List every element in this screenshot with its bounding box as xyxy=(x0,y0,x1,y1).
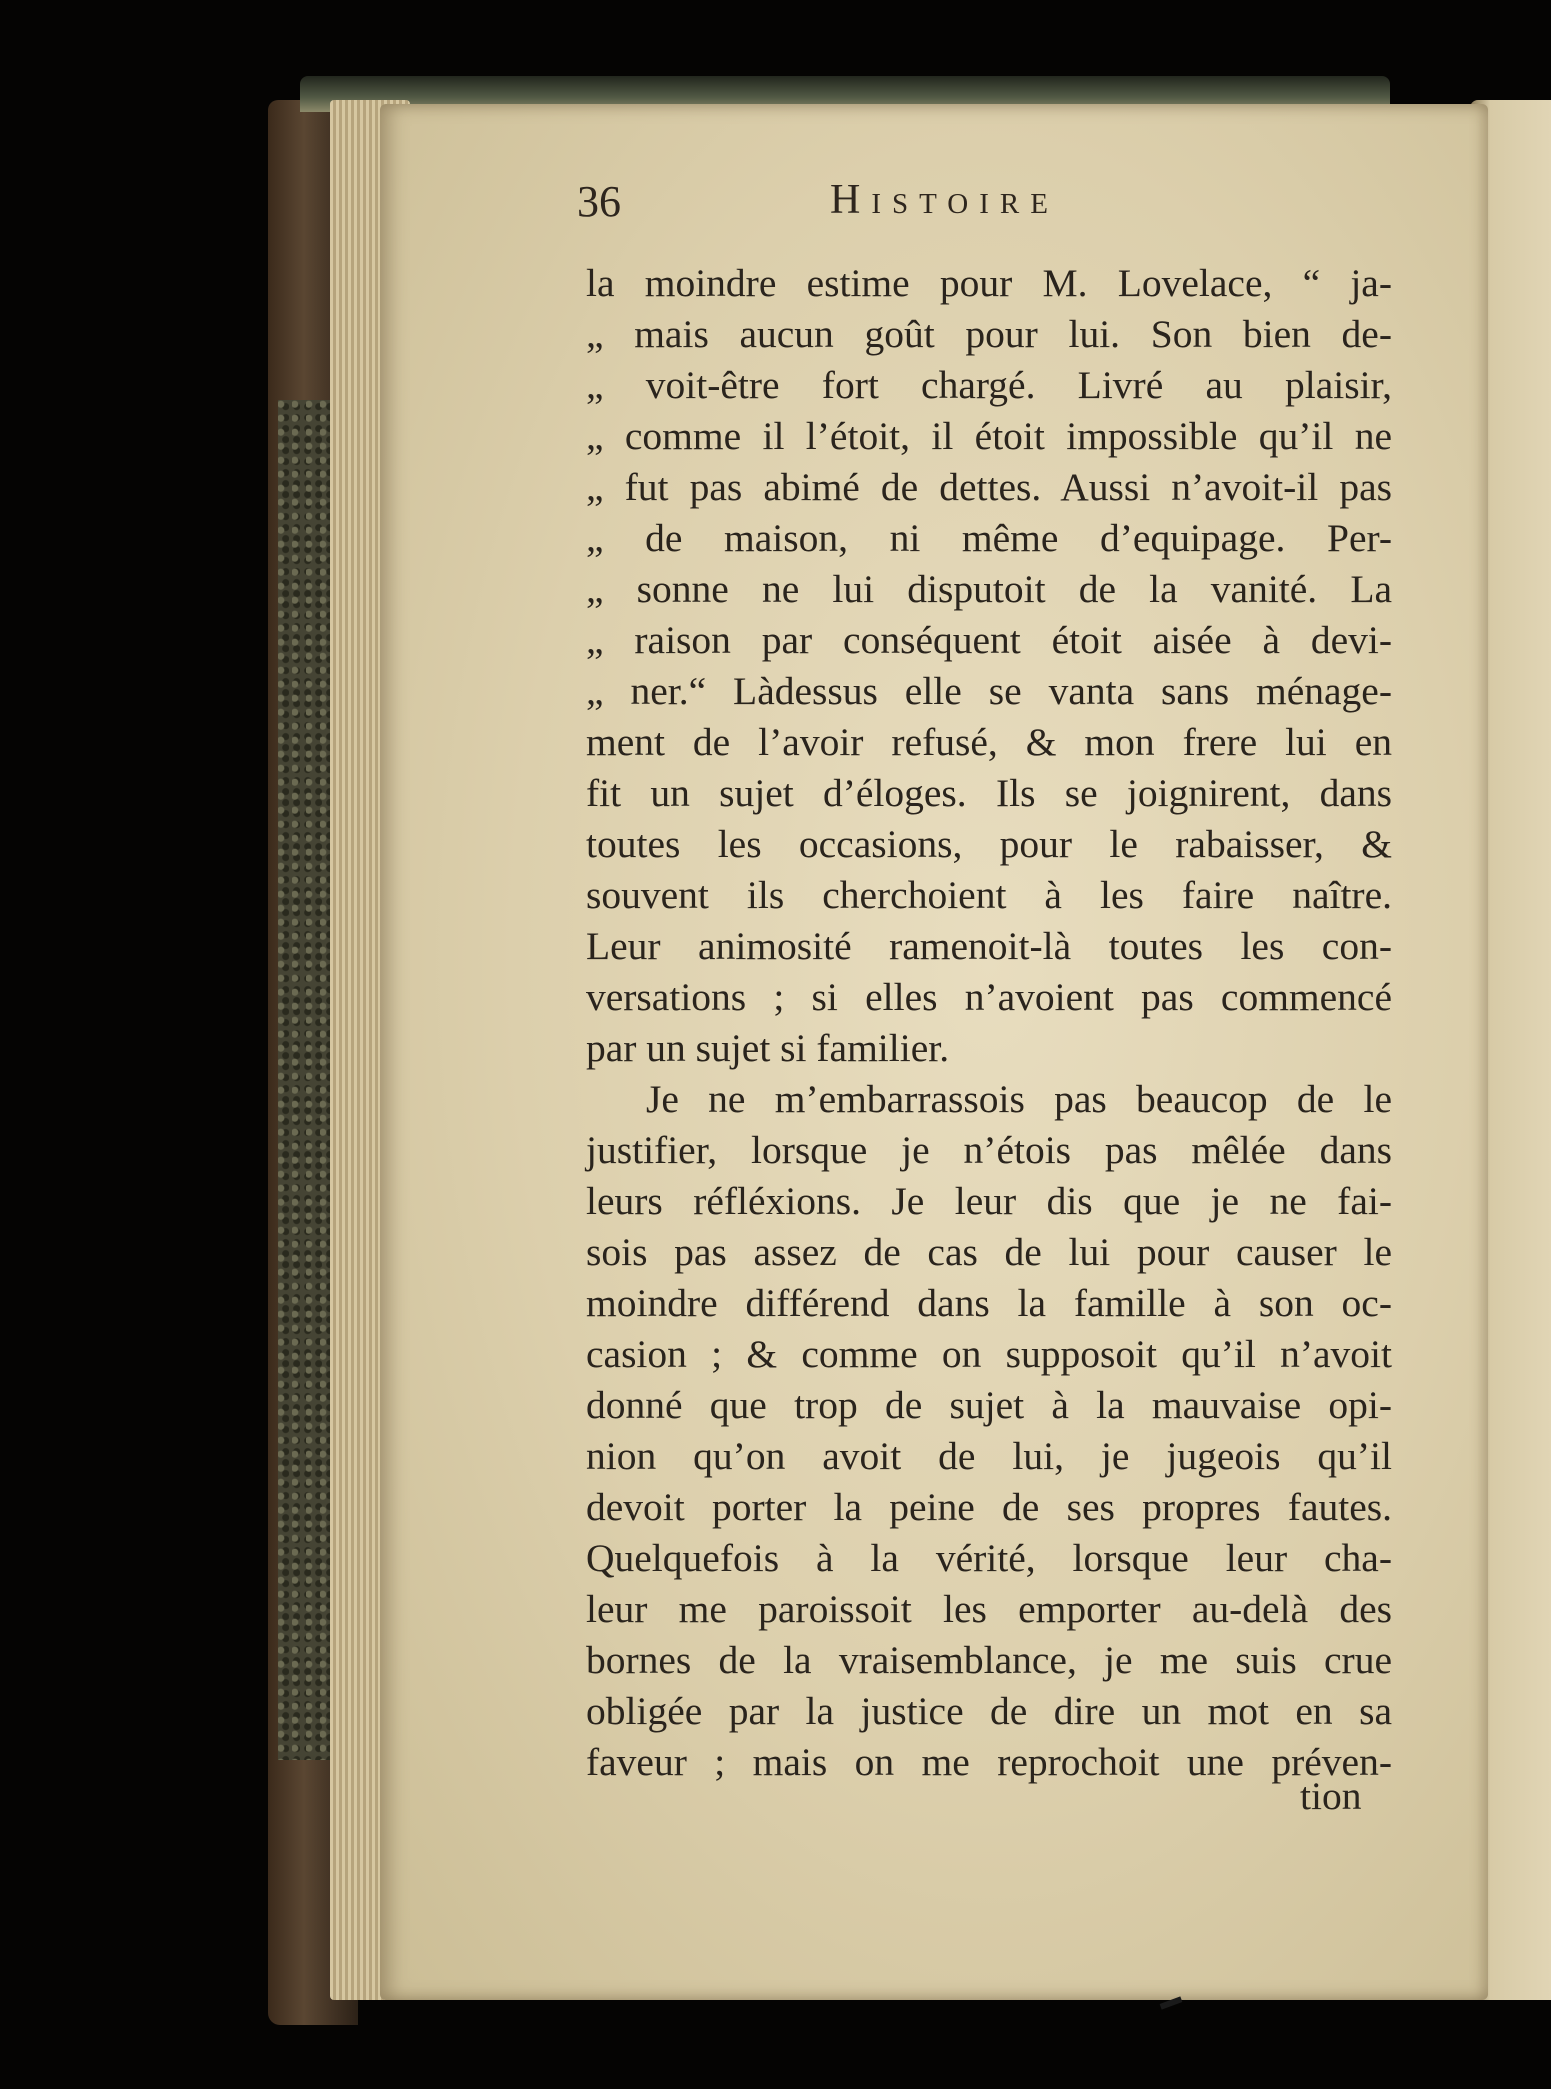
text-line: leurs réfléxions. Je leur dis que je ne fai- xyxy=(586,1179,1392,1223)
text-line: obligée par la justice de dire un mot en sa xyxy=(586,1689,1392,1733)
page-header xyxy=(575,176,1295,226)
text-line: donné que trop de sujet à la mauvaise opi- xyxy=(586,1383,1392,1427)
page-number: 36 xyxy=(577,177,621,226)
page-text xyxy=(586,258,1392,1788)
text-line: „ ner.“ Làdessus elle se vanta sans ménage- xyxy=(586,669,1392,713)
catchword: tion xyxy=(1300,1774,1362,1818)
text-line: sois pas assez de cas de lui pour causer le xyxy=(586,1230,1392,1274)
text-line: „ comme il l’étoit, il étoit impossible qu’il ne xyxy=(586,414,1392,458)
text-line: „ raison par conséquent étoit aisée à devi- xyxy=(586,618,1392,662)
text-line: faveur ; mais on me reprochoit une préven- xyxy=(586,1740,1392,1784)
text-line: leur me paroissoit les emporter au-delà des xyxy=(586,1587,1392,1631)
text-line: „ sonne ne lui disputoit de la vanité. La xyxy=(586,567,1392,611)
text-line: justifier, lorsque je n’étois pas mêlée dans xyxy=(586,1128,1392,1172)
text-line: „ fut pas abimé de dettes. Aussi n’avoit-il pas xyxy=(586,465,1392,509)
text-line: nion qu’on avoit de lui, je jugeois qu’il xyxy=(586,1434,1392,1478)
text-line: versations ; si elles n’avoient pas commencé xyxy=(586,975,1392,1019)
text-line: toutes les occasions, pour le rabaisser, & xyxy=(586,822,1392,866)
text-line: ment de l’avoir refusé, & mon frere lui en xyxy=(586,720,1392,764)
text-line: „ mais aucun goût pour lui. Son bien de- xyxy=(586,312,1392,356)
text-line: Leur animosité ramenoit-là toutes les con- xyxy=(586,924,1392,968)
text-line: Quelquefois à la vérité, lorsque leur cha- xyxy=(586,1536,1392,1580)
text-line: la moindre estime pour M. Lovelace, “ ja- xyxy=(586,261,1392,305)
text-line: souvent ils cherchoient à les faire naître. xyxy=(586,873,1392,917)
text-line: fit un sujet d’éloges. Ils se joignirent, dans xyxy=(586,771,1392,815)
text-line: „ de maison, ni même d’equipage. Per- xyxy=(586,516,1392,560)
text-line: Je ne m’embarrassois pas beaucop de le xyxy=(646,1077,1392,1121)
text-line: moindre différend dans la famille à son oc- xyxy=(586,1281,1392,1325)
text-line: par un sujet si familier. xyxy=(586,1026,950,1070)
marbled-cover-edge xyxy=(278,400,338,1760)
text-line: casion ; & comme on supposoit qu’il n’avoit xyxy=(586,1332,1392,1376)
running-title: Histoire xyxy=(830,177,1059,223)
text-line: devoit porter la peine de ses propres fautes. xyxy=(586,1485,1392,1529)
text-line: „ voit-être fort chargé. Livré au plaisir, xyxy=(586,363,1392,407)
text-line: bornes de la vraisemblance, je me suis crue xyxy=(586,1638,1392,1682)
